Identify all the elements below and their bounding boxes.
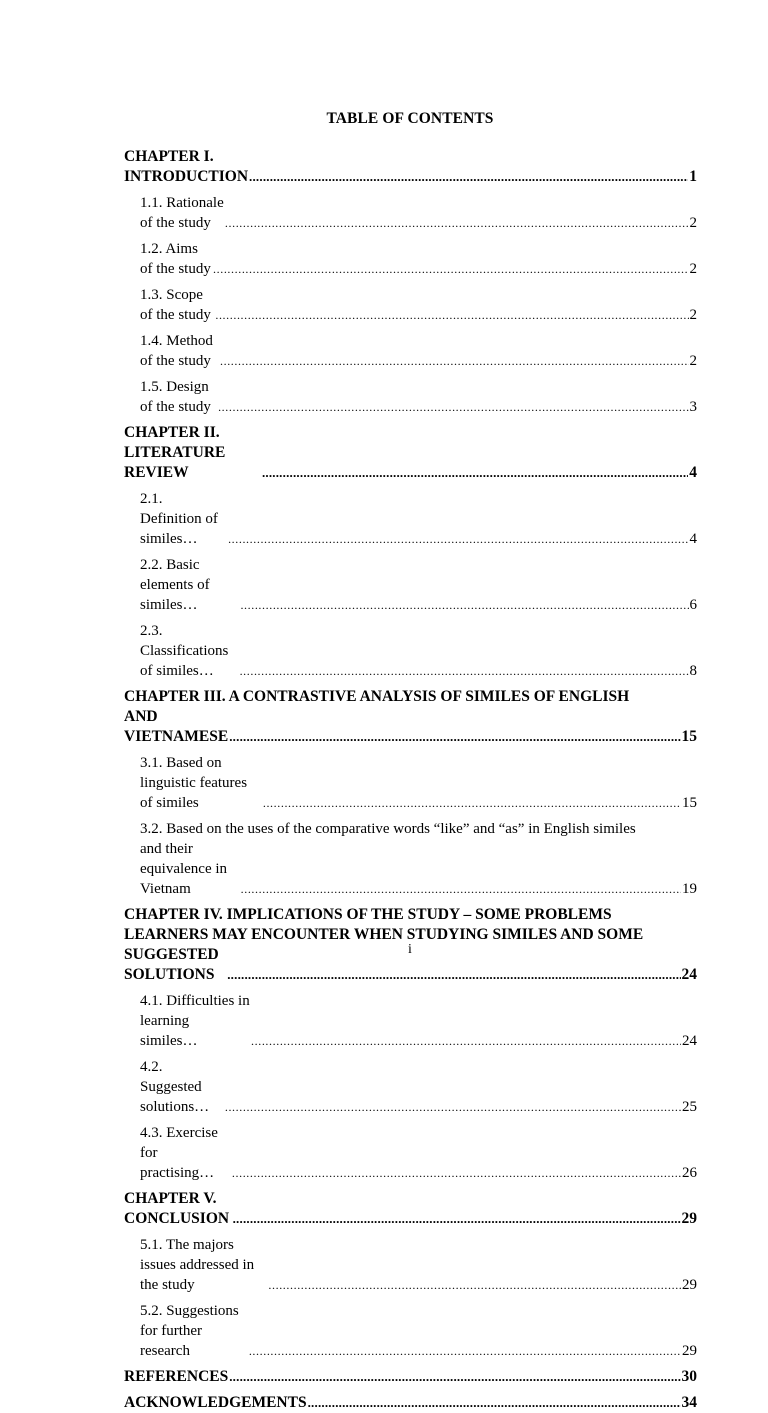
toc-entry-page: 4 (689, 464, 697, 481)
toc-entry-title: 3.1. Based on linguistic features of similes (140, 755, 248, 811)
toc-section-entry[interactable] (124, 377, 697, 417)
toc-entry-page: 2 (689, 307, 697, 323)
toc-section-entry[interactable] (124, 239, 697, 279)
toc-section-entry[interactable] (124, 489, 697, 549)
dot-leader (249, 170, 688, 184)
toc-section-entry[interactable] (124, 621, 697, 681)
toc-chapter-entry[interactable] (124, 1189, 697, 1229)
toc-entry-page: 3 (689, 399, 697, 415)
toc-entry-title: REFERENCES (124, 1368, 229, 1385)
toc-entry-title: CHAPTER II. LITERATURE REVIEW (124, 424, 226, 481)
toc-section-entry[interactable] (124, 1057, 697, 1117)
toc-entry-page: 2 (689, 215, 697, 231)
dot-leader (232, 1166, 681, 1180)
dot-leader (225, 216, 689, 230)
dot-leader (308, 1396, 681, 1410)
toc-entry-title: 2.1. Definition of similes… (140, 491, 218, 547)
dot-leader (241, 882, 681, 896)
toc-entry-title: 4.3. Exercise for practising… (140, 1125, 218, 1181)
toc-entry-title: 1.3. Scope of the study (140, 287, 211, 323)
toc-entry-page: 26 (682, 1165, 697, 1181)
toc-entry-page: 30 (681, 1368, 697, 1385)
toc-section-entry[interactable] (124, 285, 697, 325)
toc-section-entry[interactable] (124, 753, 697, 813)
toc-entry-title: CHAPTER V. CONCLUSION (124, 1190, 230, 1227)
toc-entry-title: AND VIETNAMESE (124, 708, 229, 745)
toc-entry-title-line: LEARNERS MAY ENCOUNTER WHEN STUDYING SIMILES AND SOME (124, 926, 644, 943)
toc-entry-title: 5.1. The majors issues addressed in the study (140, 1237, 255, 1293)
dot-leader (240, 664, 689, 678)
toc-entry-page: 2 (689, 261, 697, 277)
toc-entry-page: 2 (689, 353, 697, 369)
toc-entry-page: 15 (681, 728, 697, 745)
dot-leader (268, 1278, 681, 1292)
dot-leader (218, 400, 688, 414)
toc-entry-title: 1.1. Rationale of the study (140, 195, 224, 231)
toc-entry-title-line: 3.2. Based on the uses of the comparative words “like” and “as” in English similes (140, 821, 636, 837)
toc-entry-page: 25 (682, 1099, 697, 1115)
page-number: i (408, 942, 412, 957)
toc-chapter-entry[interactable] (124, 423, 697, 483)
dot-leader (213, 262, 688, 276)
toc-entry-page: 29 (682, 1277, 697, 1293)
page-title: TABLE OF CONTENTS (326, 110, 494, 127)
toc-section-entry[interactable] (124, 1235, 697, 1295)
toc-section-entry[interactable] (124, 1301, 697, 1361)
toc-entry-page: 34 (681, 1394, 697, 1411)
dot-leader (228, 532, 688, 546)
toc-entry-page: 24 (682, 1033, 697, 1049)
table-of-contents (124, 147, 697, 1413)
toc-entry-title-line: CHAPTER IV. IMPLICATIONS OF THE STUDY – SOME PROBLEMS (124, 906, 612, 923)
toc-section-entry[interactable] (124, 555, 697, 615)
toc-entry-page: 1 (689, 168, 697, 185)
toc-entry-title-line: CHAPTER III. A CONTRASTIVE ANALYSIS OF SIMILES OF ENGLISH (124, 688, 630, 705)
toc-entry-title: 2.3. Classifications of similes… (140, 623, 229, 679)
toc-section-entry[interactable] (124, 1123, 697, 1183)
dot-leader (249, 1344, 681, 1358)
toc-entry-page: 6 (689, 597, 697, 613)
toc-entry-title: and their equivalence in Vietnam (140, 841, 228, 897)
toc-chapter-entry[interactable] (124, 147, 697, 187)
dot-leader (225, 1100, 681, 1114)
dot-leader (233, 1212, 681, 1226)
toc-entry-title: 2.2. Basic elements of similes… (140, 557, 210, 613)
toc-entry-page: 24 (681, 966, 697, 983)
toc-chapter-entry[interactable] (124, 687, 697, 747)
toc-entry-title: 1.4. Method of the study (140, 333, 213, 369)
toc-entry-title: CHAPTER I. INTRODUCTION (124, 148, 249, 185)
toc-entry-title: 4.2. Suggested solutions… (140, 1059, 210, 1115)
toc-entry-title: 5.2. Suggestions for further research (140, 1303, 239, 1359)
toc-entry-title: 1.2. Aims of the study (140, 241, 211, 277)
toc-chapter-entry[interactable] (124, 1393, 697, 1413)
dot-leader (263, 796, 681, 810)
toc-entry-title: 1.5. Design of the study (140, 379, 211, 415)
toc-entry-page: 29 (682, 1343, 697, 1359)
dot-leader (229, 730, 680, 744)
toc-section-entry[interactable] (124, 991, 697, 1051)
dot-leader (240, 598, 688, 612)
toc-entry-title: SUGGESTED SOLUTIONS (124, 946, 219, 983)
toc-entry-page: 19 (682, 881, 697, 897)
toc-entry-page: 29 (681, 1210, 697, 1227)
toc-entry-page: 4 (689, 531, 697, 547)
toc-entry-title: 4.1. Difficulties in learning similes… (140, 993, 250, 1049)
dot-leader (229, 1370, 680, 1384)
toc-chapter-entry[interactable] (124, 1367, 697, 1387)
toc-entry-title: ACKNOWLEDGEMENTS (124, 1394, 307, 1411)
toc-entry-page: 8 (689, 663, 697, 679)
dot-leader (227, 968, 680, 982)
toc-section-entry[interactable] (124, 193, 697, 233)
toc-entry-page: 15 (682, 795, 697, 811)
dot-leader (262, 466, 688, 480)
toc-section-entry[interactable] (124, 331, 697, 371)
dot-leader (215, 308, 688, 322)
toc-section-entry[interactable] (124, 819, 697, 899)
dot-leader (220, 354, 689, 368)
dot-leader (251, 1034, 681, 1048)
